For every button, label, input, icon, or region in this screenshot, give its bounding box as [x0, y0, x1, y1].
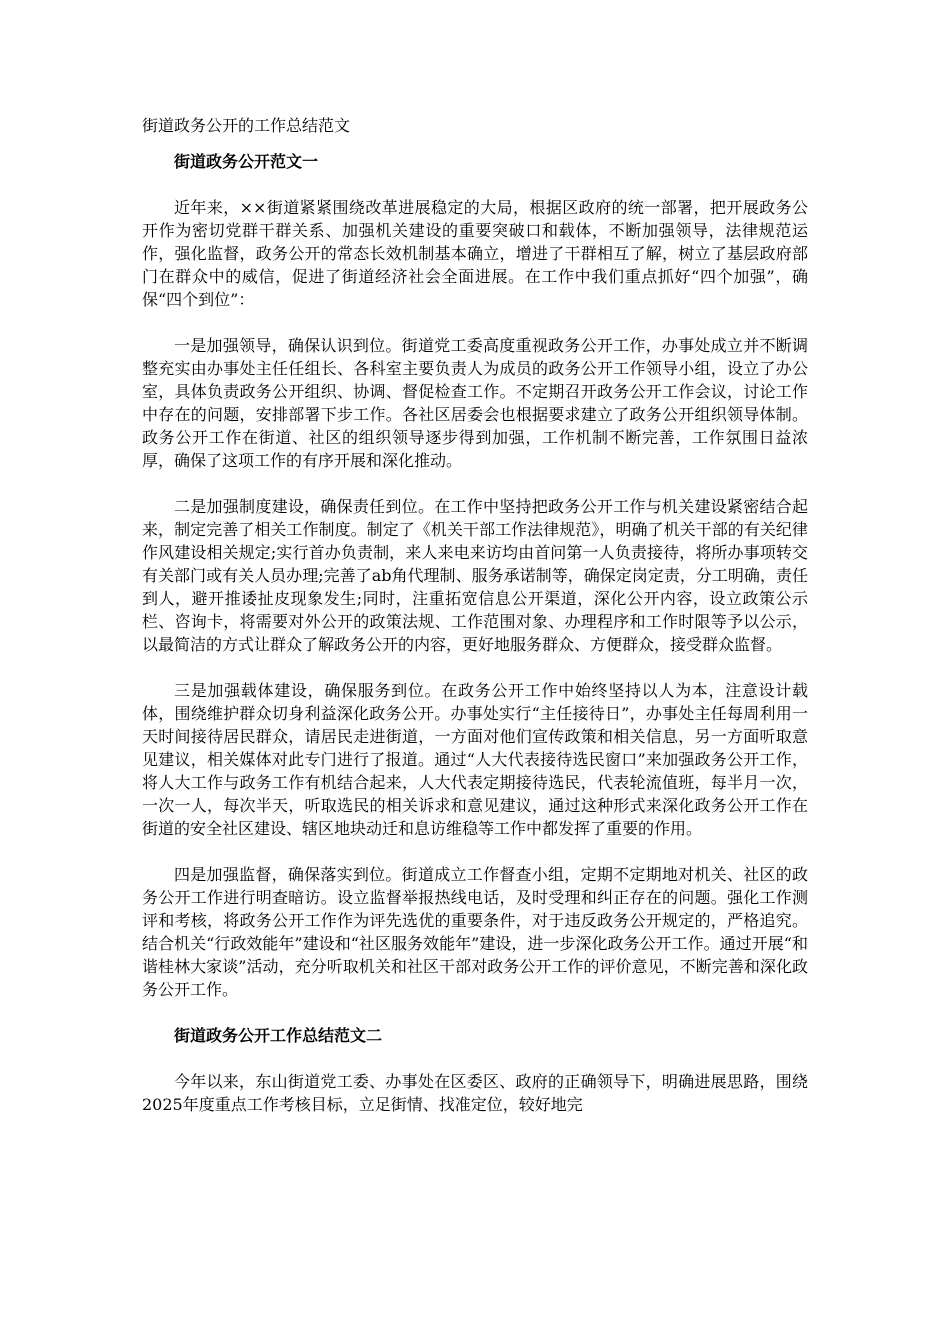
paragraph-supervision: 四是加强监督，确保落实到位。街道成立工作督查小组，定期不定期地对机关、社区的政务公开工作进行明查暗访。设立监督举报热线电话，及时受理和纠正存在的问题。强化工作测评和考核，将政务公开工作作为评先选优的重要条件，对于违反政务公开规定的，严格追究。结合机关“行政效能年”建设和“社区服务效能年”建设，进一步深化政务公开工作。通过开展“和谐桂林大家谈”活动，充分听取机关和社区干部对政务公开工作的评价意见，不断完善和深化政务公开工作。: [142, 865, 808, 999]
paragraph-section2-intro: 今年以来，东山街道党工委、办事处在区委区、政府的正确领导下，明确进展思路，围绕2025年度重点工作考核目标，立足街情、找准定位，较好地完: [142, 1072, 808, 1114]
section-heading-1: 街道政务公开范文一: [174, 152, 319, 171]
paragraph-intro: 近年来，××街道紧紧围绕改革进展稳定的大局，根据区政府的统一部署，把开展政务公开作为密切党群干群关系、加强机关建设的重要突破口和载体，不断加强领导，法律规范运作，强化监督，政务公开的常态长效机制基本确立，增进了干群相互了解，树立了基层政府部门在群众中的威信，促进了街道经济社会全面进展。在工作中我们重点抓好“四个加强”，确保“四个到位”：: [142, 198, 808, 309]
paragraph-system-building: 二是加强制度建设，确保责任到位。在工作中坚持把政务公开工作与机关建设紧密结合起来，制定完善了相关工作制度。制定了《机关干部工作法律规范》，明确了机关干部的有关纪律作风建设相关规定;实行首办负责制，来人来电来访均由首问第一人负责接待，将所办事项转交有关部门或有关人员办理;完善了ab角代理制、服务承诺制等，确保定岗定责，分工明确，责任到人，避开推诿扯皮现象发生;同时，注重拓宽信息公开渠道，深化公开内容，设立政策公示栏、咨询卡，将需要对外公开的政策法规、工作范围对象、办理程序和工作时限等予以公示，以最简洁的方式让群众了解政务公开的内容，更好地服务群众、方便群众，接受群众监督。: [142, 497, 808, 654]
paragraph-leadership: 一是加强领导，确保认识到位。街道党工委高度重视政务公开工作，办事处成立并不断调整充实由办事处主任任组长、各科室主要负责人为成员的政务公开工作领导小组，设立了办公室，具体负责政务公开组织、协调、督促检查工作。不定期召开政务公开工作会议，讨论工作中存在的问题，安排部署下步工作。各社区居委会也根据要求建立了政务公开组织领导体制。政务公开工作在街道、社区的组织领导逐步得到加强，工作机制不断完善，工作氛围日益浓厚，确保了这项工作的有序开展和深化推动。: [142, 336, 808, 470]
document-title: 街道政务公开的工作总结范文: [142, 116, 351, 135]
section-heading-2: 街道政务公开工作总结范文二: [174, 1026, 383, 1045]
paragraph-carrier-building: 三是加强载体建设，确保服务到位。在政务公开工作中始终坚持以人为本，注意设计载体，围绕维护群众切身利益深化政务公开。办事处实行“主任接待日”，办事处主任每周利用一天时间接待居民群众，请居民走进街道，一方面对他们宣传政策和相关信息，另一方面听取意见建议，相关媒体对此专门进行了报道。通过“人大代表接待选民窗口”来加强政务公开工作，将人大工作与政务工作有机结合起来，人大代表定期接待选民，代表轮流值班，每半月一次，一次一人，每次半天，听取选民的相关诉求和意见建议，通过这种形式来深化政务公开工作在街道的安全社区建设、辖区地块动迁和息访维稳等工作中都发挥了重要的作用。: [142, 681, 808, 838]
document-page: [142, 114, 808, 1139]
